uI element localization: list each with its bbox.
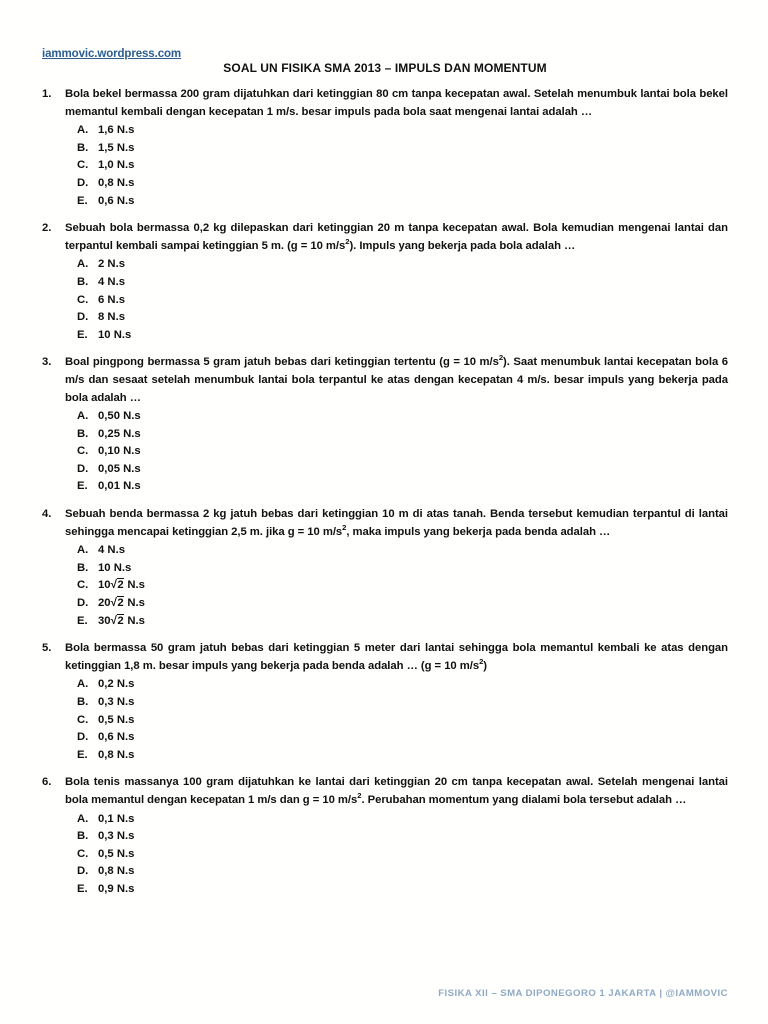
option-value: 0,50 N.s — [98, 410, 141, 423]
question-block — [42, 774, 728, 898]
option-item[interactable] — [77, 274, 728, 292]
question-text: Sebuah benda bermassa 2 kg jatuh bebas dari ketinggian 10 m di atas tanah. Benda tersebut kemudian terpantul di lantai sehingga mencapai ketinggian 2,5 m. jika g = 10 $m/s^2$, maka impuls yang bekerja pada benda adalah … — [65, 508, 728, 538]
option-letter: E. — [77, 480, 88, 493]
option-item[interactable] — [77, 676, 728, 694]
question-number: 5. — [42, 642, 52, 655]
option-item[interactable] — [77, 256, 728, 274]
option-value: 30√2 N.s — [98, 614, 145, 627]
option-list — [42, 122, 728, 210]
option-letter: A. — [77, 410, 89, 423]
page-footer: FISIKA XII – SMA DIPONEGORO 1 JAKARTA | @IAMMOVIC — [438, 988, 728, 999]
option-value: 0,6 N.s — [98, 194, 135, 207]
question-row — [42, 354, 728, 407]
option-value: 0,8 N.s — [98, 748, 135, 761]
option-item[interactable] — [77, 577, 728, 595]
option-list — [42, 542, 728, 630]
question-number: 4. — [42, 508, 52, 521]
option-item[interactable] — [77, 478, 728, 496]
option-item[interactable] — [77, 542, 728, 560]
option-letter: B. — [77, 427, 89, 440]
option-letter: B. — [77, 141, 89, 154]
option-value: 2 N.s — [98, 258, 126, 271]
question-row — [42, 506, 728, 541]
option-letter: D. — [77, 311, 89, 324]
option-letter: E. — [77, 194, 88, 207]
option-value: 0,10 N.s — [98, 445, 141, 458]
option-list — [42, 408, 728, 496]
option-value: 0,9 N.s — [98, 882, 135, 895]
question-text: Sebuah bola bermassa 0,2 kg dilepaskan dari ketinggian 20 m tanpa kecepatan awal. Bola kemudian mengenai lantai dan terpantul kembali sampai ketinggian 5 m. (g = 10 $m/s^2$). Impuls yang bekerja pada bola adalah … — [65, 222, 728, 252]
option-letter: B. — [77, 275, 89, 288]
option-letter: A. — [77, 258, 89, 271]
question-number: 2. — [42, 222, 52, 235]
option-item[interactable] — [77, 408, 728, 426]
option-letter: C. — [77, 293, 89, 306]
question-block — [42, 640, 728, 764]
option-list — [42, 676, 728, 764]
option-item[interactable] — [77, 122, 728, 140]
option-value: 4 N.s — [98, 544, 126, 557]
option-value: 0,25 N.s — [98, 427, 141, 440]
option-value: 0,6 N.s — [98, 731, 135, 744]
option-letter: E. — [77, 614, 88, 627]
option-item[interactable] — [77, 175, 728, 193]
option-item[interactable] — [77, 846, 728, 864]
option-letter: D. — [77, 731, 89, 744]
option-letter: D. — [77, 462, 89, 475]
header-link-row — [42, 44, 181, 62]
option-letter: A. — [77, 544, 89, 557]
option-item[interactable] — [77, 461, 728, 479]
option-value: 1,0 N.s — [98, 159, 135, 172]
option-letter: B. — [77, 696, 89, 708]
option-item[interactable] — [77, 747, 728, 765]
option-item[interactable] — [77, 157, 728, 175]
question-text: Boal pingpong bermassa 5 gram jatuh bebas dari ketinggian tertentu (g = 10 $m/s^2$). Saat menumbuk lantai kecepatan bola 6 m/s dan sesaat setelah menumbuk lantai bola terpantul ke atas dengan kecepatan 4 m/s. besar impuls yang bekerja pada bola adalah … — [65, 353, 728, 404]
option-letter: C. — [77, 579, 89, 592]
option-letter: A. — [77, 678, 89, 691]
option-value: 0,3 N.s — [98, 696, 135, 708]
question-block — [42, 354, 728, 496]
option-value: 4 N.s — [98, 275, 126, 288]
question-number: 1. — [42, 88, 52, 100]
option-letter: C. — [77, 713, 89, 726]
option-value: 0,1 N.s — [98, 812, 135, 825]
option-value: 10 N.s — [98, 328, 132, 341]
option-letter: B. — [77, 830, 89, 843]
option-value: 0,2 N.s — [98, 678, 135, 691]
option-item[interactable] — [77, 712, 728, 730]
question-text: Bola bermassa 50 gram jatuh bebas dari ketinggian 5 meter dari lantai sehingga bola memantul kembali ke atas dengan ketinggian 1,8 m. besar impuls yang bekerja pada benda adalah … (g = 10 $m/s^2$) — [65, 642, 728, 672]
option-letter: A. — [77, 124, 89, 137]
question-block — [42, 86, 728, 210]
option-value: 10 N.s — [98, 561, 132, 574]
option-item[interactable] — [77, 309, 728, 327]
option-value: 0,01 N.s — [98, 480, 141, 493]
option-item[interactable] — [77, 443, 728, 461]
page-title: SOAL UN FISIKA SMA 2013 – IMPULS DAN MOMENTUM — [223, 61, 547, 75]
option-list — [42, 811, 728, 899]
option-item[interactable] — [77, 729, 728, 747]
option-item[interactable] — [77, 426, 728, 444]
option-letter: C. — [77, 445, 89, 458]
option-value: 0,5 N.s — [98, 713, 135, 726]
option-letter: E. — [77, 328, 88, 341]
option-item[interactable] — [77, 613, 728, 631]
option-value: 6 N.s — [98, 293, 126, 306]
option-item[interactable] — [77, 560, 728, 578]
option-letter: E. — [77, 882, 88, 895]
question-row — [42, 86, 728, 121]
option-value: 0,5 N.s — [98, 847, 135, 860]
option-item[interactable] — [77, 292, 728, 310]
option-item[interactable] — [77, 694, 728, 712]
option-letter: A. — [77, 812, 89, 825]
option-letter: C. — [77, 847, 89, 860]
question-row — [42, 640, 728, 675]
question-text: Bola bekel bermassa 200 gram dijatuhkan dari ketinggian 80 cm tanpa kecepatan awal. Setelah menumbuk lantai bola bekel memantul kembali dengan kecepatan 1 m/s. besar impuls pada bola saat mengenai lantai adalah … — [65, 88, 728, 118]
question-row — [42, 220, 728, 255]
option-letter: D. — [77, 865, 89, 878]
option-value: 20√2 N.s — [98, 597, 145, 610]
question-row — [42, 774, 728, 809]
option-value: 0,05 N.s — [98, 462, 141, 475]
option-item[interactable] — [77, 327, 728, 345]
option-value: 0,8 N.s — [98, 865, 135, 878]
question-block — [42, 506, 728, 630]
option-item[interactable] — [77, 811, 728, 829]
option-value: 8 N.s — [98, 311, 126, 324]
option-letter: D. — [77, 176, 89, 189]
option-value: 0,3 N.s — [98, 830, 135, 843]
option-item[interactable] — [77, 881, 728, 899]
question-number: 6. — [42, 776, 52, 789]
option-value: 0,8 N.s — [98, 176, 135, 189]
option-item[interactable] — [77, 193, 728, 211]
option-letter: D. — [77, 597, 89, 610]
option-list — [42, 256, 728, 344]
option-item[interactable] — [77, 595, 728, 613]
option-item[interactable] — [77, 140, 728, 158]
option-letter: B. — [77, 561, 89, 574]
option-item[interactable] — [77, 828, 728, 846]
question-block — [42, 220, 728, 344]
question-text: Bola tenis massanya 100 gram dijatuhkan ke lantai dari ketinggian 20 cm tanpa kecepatan awal. Setelah mengenai lantai bola memantul dengan kecepatan 1 m/s dan g = 10 $m/s^2$. Perubahan momentum yang dialami bola tersebut adalah … — [65, 776, 728, 806]
question-number: 3. — [42, 356, 52, 369]
site-link[interactable]: iammovic.wordpress.com — [42, 48, 182, 60]
option-item[interactable] — [77, 863, 728, 881]
option-value: 10√2 N.s — [98, 579, 145, 592]
option-value: 1,6 N.s — [98, 124, 135, 137]
questions-container — [42, 86, 728, 909]
option-letter: E. — [77, 748, 88, 761]
option-value: 1,5 N.s — [98, 141, 135, 154]
option-letter: C. — [77, 159, 89, 172]
